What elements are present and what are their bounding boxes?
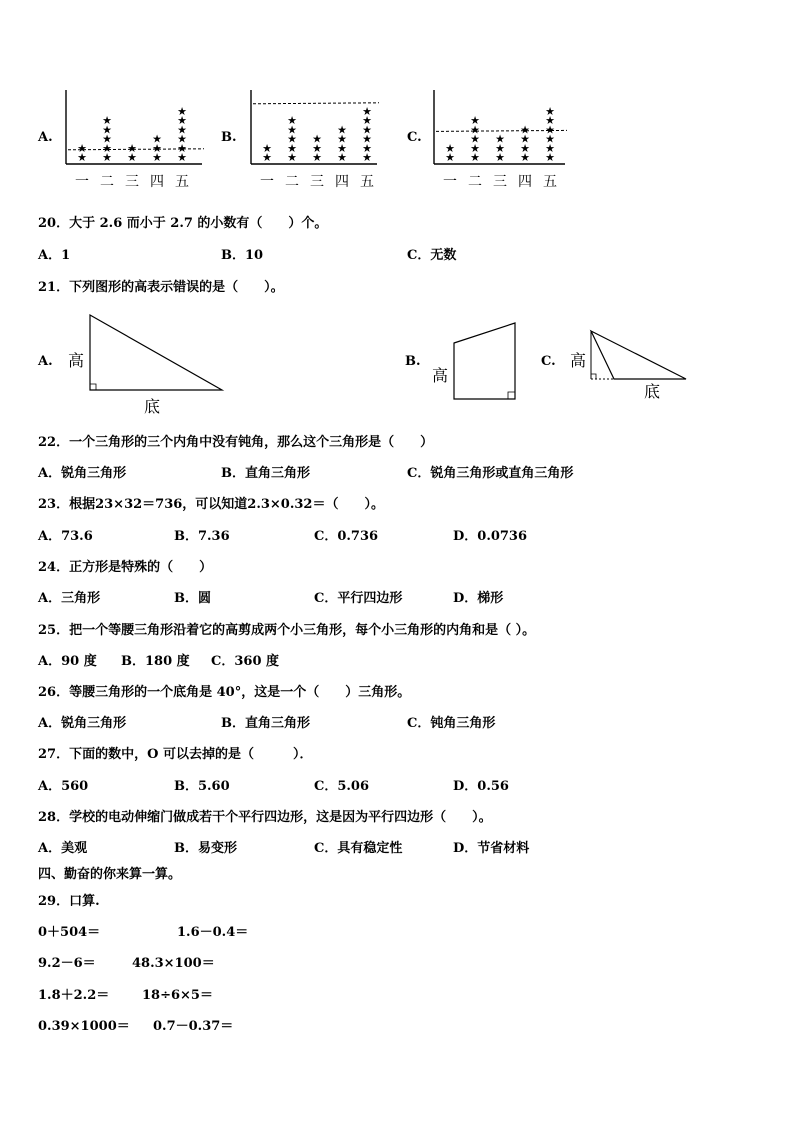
star-icon: ★ xyxy=(337,123,347,137)
chart-x-tick-label: 一 xyxy=(260,174,274,190)
q22-option-c[interactable]: C．锐角三角形或直角三角形 xyxy=(407,466,574,481)
star-icon: ★ xyxy=(287,141,297,155)
star-icon: ★ xyxy=(520,151,530,164)
star-icon: ★ xyxy=(362,114,372,128)
q29-question: 29．口算. xyxy=(38,894,100,909)
star-icon: ★ xyxy=(470,114,480,128)
star-icon: ★ xyxy=(337,151,347,164)
q28-question: 28．学校的电动伸缩门做成若干个平行四边形，这是因为平行四边形（ ）。 xyxy=(38,810,492,825)
q29-item-2: 1.6－0.4＝ xyxy=(177,925,249,940)
star-icon: ★ xyxy=(520,141,530,155)
star-icon: ★ xyxy=(520,132,530,146)
star-icon: ★ xyxy=(102,132,112,146)
star-icon: ★ xyxy=(470,132,480,146)
q22-option-b[interactable]: B．直角三角形 xyxy=(221,466,310,481)
star-icon: ★ xyxy=(312,132,322,146)
star-icon: ★ xyxy=(262,151,272,164)
star-icon: ★ xyxy=(362,151,372,164)
q21-figure-b-height-label: 高 xyxy=(432,366,449,385)
chart-x-tick-label: 三 xyxy=(310,174,324,190)
chart-x-tick-label: 一 xyxy=(75,174,89,190)
star-icon: ★ xyxy=(545,141,555,155)
q25-question: 25．把一个等腰三角形沿着它的高剪成两个小三角形，每个小三角形的内角和是（ ）。 xyxy=(38,623,536,638)
q21-figure-a-base-label: 底 xyxy=(144,397,161,416)
star-icon: ★ xyxy=(152,141,162,155)
star-icon: ★ xyxy=(127,151,137,164)
chart-x-tick-label: 五 xyxy=(175,174,189,190)
q21-figure-c-height-label: 高 xyxy=(570,351,587,370)
star-icon: ★ xyxy=(177,114,187,128)
q27-option-d[interactable]: D．0.56 xyxy=(453,779,509,794)
chart-x-tick-label: 四 xyxy=(335,174,349,190)
q28-option-d[interactable]: D．节省材料 xyxy=(453,841,530,856)
q19-option-a-letter: A. xyxy=(38,130,53,145)
q23-option-c[interactable]: C．0.736 xyxy=(314,529,379,544)
q22-question: 22．一个三角形的三个内角中没有钝角，那么这个三角形是（ ） xyxy=(38,435,434,450)
star-icon: ★ xyxy=(177,123,187,137)
q25-option-b[interactable]: B．180 度 xyxy=(121,654,190,669)
star-icon: ★ xyxy=(102,123,112,137)
q23-question: 23．根据23×32＝736，可以知道2.3×0.32＝（ ）。 xyxy=(38,497,384,512)
star-icon: ★ xyxy=(77,151,87,164)
star-icon: ★ xyxy=(545,114,555,128)
q23-option-a[interactable]: A．73.6 xyxy=(38,529,93,544)
star-icon: ★ xyxy=(312,151,322,164)
q24-option-c[interactable]: C．平行四边形 xyxy=(314,591,403,606)
q24-question: 24．正方形是特殊的（ ） xyxy=(38,560,213,575)
chart-x-tick-label: 四 xyxy=(150,174,164,190)
star-icon: ★ xyxy=(287,114,297,128)
q19-option-c-letter: C. xyxy=(407,130,422,145)
q25-option-a[interactable]: A．90 度 xyxy=(38,654,97,669)
q27-option-c[interactable]: C．5.06 xyxy=(314,779,370,794)
q21-figure-b-trapezoid xyxy=(452,321,518,403)
chart-x-tick-label: 二 xyxy=(468,174,482,190)
q28-option-b[interactable]: B．易变形 xyxy=(174,841,237,856)
star-icon: ★ xyxy=(152,151,162,164)
q21-option-c-letter[interactable]: C. xyxy=(541,354,556,369)
q21-figure-c-triangle xyxy=(588,329,690,383)
q19-star-chart-b xyxy=(245,88,385,190)
star-icon: ★ xyxy=(495,141,505,155)
star-icon: ★ xyxy=(362,123,372,137)
q21-question: 21．下列图形的高表示错误的是（ ）。 xyxy=(38,280,284,295)
star-icon: ★ xyxy=(177,105,187,118)
star-icon: ★ xyxy=(337,132,347,146)
star-icon: ★ xyxy=(102,151,112,164)
q24-option-d[interactable]: D．梯形 xyxy=(453,591,504,606)
star-icon: ★ xyxy=(287,132,297,146)
star-icon: ★ xyxy=(362,141,372,155)
q25-option-c[interactable]: C．360 度 xyxy=(211,654,280,669)
chart-x-tick-label: 五 xyxy=(360,174,374,190)
q29-item-1: 0＋504＝ xyxy=(38,925,101,940)
q29-item-8: 0.7－0.37＝ xyxy=(153,1019,234,1034)
q26-option-b[interactable]: B．直角三角形 xyxy=(221,716,310,731)
q29-item-6: 18÷6×5＝ xyxy=(142,988,213,1003)
star-icon: ★ xyxy=(545,123,555,137)
q27-option-a[interactable]: A．560 xyxy=(38,779,89,794)
q19-star-chart-a xyxy=(60,88,210,190)
q29-item-3: 9.2－6＝ xyxy=(38,956,96,971)
q26-option-c[interactable]: C．钝角三角形 xyxy=(407,716,496,731)
q19-option-b-letter: B. xyxy=(221,130,237,145)
star-icon: ★ xyxy=(362,105,372,118)
star-icon: ★ xyxy=(445,141,455,155)
star-icon: ★ xyxy=(127,141,137,155)
q24-option-a[interactable]: A．三角形 xyxy=(38,591,101,606)
star-icon: ★ xyxy=(545,105,555,118)
q20-option-a[interactable]: A．1 xyxy=(38,248,71,263)
star-icon: ★ xyxy=(545,151,555,164)
star-icon: ★ xyxy=(177,151,187,164)
q20-option-b[interactable]: B．10 xyxy=(221,248,264,263)
q23-option-d[interactable]: D．0.0736 xyxy=(453,529,528,544)
chart-average-line xyxy=(253,103,379,104)
star-icon: ★ xyxy=(362,132,372,146)
q21-figure-a-triangle xyxy=(88,313,228,395)
q21-figure-a-height-label: 高 xyxy=(68,351,85,370)
star-icon: ★ xyxy=(287,123,297,137)
star-icon: ★ xyxy=(495,132,505,146)
q26-option-a[interactable]: A．锐角三角形 xyxy=(38,716,127,731)
chart-x-tick-label: 三 xyxy=(125,174,139,190)
q27-option-b[interactable]: B．5.60 xyxy=(174,779,230,794)
star-icon: ★ xyxy=(77,141,87,155)
chart-x-tick-label: 四 xyxy=(518,174,532,190)
q29-item-7: 0.39×1000＝ xyxy=(38,1019,130,1034)
star-icon: ★ xyxy=(287,151,297,164)
q26-question: 26．等腰三角形的一个底角是 40°，这是一个（ ）三角形。 xyxy=(38,685,411,700)
q20-question: 20．大于 2.6 而小于 2.7 的小数有（ ）个。 xyxy=(38,216,328,231)
star-icon: ★ xyxy=(470,151,480,164)
q28-option-a[interactable]: A．美观 xyxy=(38,841,88,856)
section-4-title: 四、勤奋的你来算一算。 xyxy=(38,867,182,882)
star-icon: ★ xyxy=(520,123,530,137)
q21-figure-c-base-label: 底 xyxy=(644,382,661,401)
star-icon: ★ xyxy=(470,141,480,155)
q21-option-b-letter[interactable]: B. xyxy=(405,354,421,369)
chart-x-tick-label: 二 xyxy=(100,174,114,190)
q27-question: 27．下面的数中，O 可以去掉的是（ ）． xyxy=(38,747,313,762)
star-icon: ★ xyxy=(470,123,480,137)
star-icon: ★ xyxy=(152,132,162,146)
star-icon: ★ xyxy=(545,132,555,146)
q22-option-a[interactable]: A．锐角三角形 xyxy=(38,466,127,481)
q23-option-b[interactable]: B．7.36 xyxy=(174,529,230,544)
star-icon: ★ xyxy=(337,141,347,155)
q24-option-b[interactable]: B．圆 xyxy=(174,591,211,606)
chart-x-tick-label: 三 xyxy=(493,174,507,190)
q29-item-5: 1.8＋2.2＝ xyxy=(38,988,110,1003)
star-icon: ★ xyxy=(177,132,187,146)
star-icon: ★ xyxy=(445,151,455,164)
chart-x-tick-label: 二 xyxy=(285,174,299,190)
q20-option-c[interactable]: C．无数 xyxy=(407,248,457,263)
star-icon: ★ xyxy=(177,141,187,155)
star-icon: ★ xyxy=(102,141,112,155)
q21-option-a-letter[interactable]: A. xyxy=(38,354,53,369)
chart-x-tick-label: 一 xyxy=(443,174,457,190)
q19-star-chart-c xyxy=(428,88,573,190)
chart-x-tick-label: 五 xyxy=(543,174,557,190)
q28-option-c[interactable]: C．具有稳定性 xyxy=(314,841,403,856)
star-icon: ★ xyxy=(102,114,112,128)
q29-item-4: 48.3×100＝ xyxy=(132,956,215,971)
star-icon: ★ xyxy=(312,141,322,155)
star-icon: ★ xyxy=(495,151,505,164)
star-icon: ★ xyxy=(262,141,272,155)
